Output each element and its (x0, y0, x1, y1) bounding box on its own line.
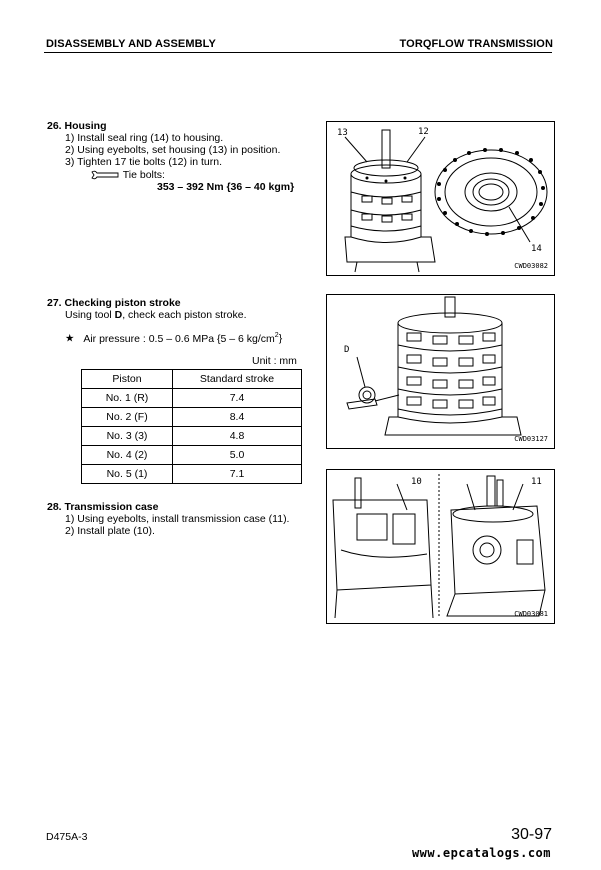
section-28-step-1: 1) Using eyebolts, install transmission case (11). (65, 513, 290, 525)
table-unit: Unit : mm (252, 355, 297, 367)
section-26-step-1: 1) Install seal ring (14) to housing. (65, 132, 224, 144)
watermark-link[interactable]: www.epcatalogs.com (411, 846, 551, 860)
callout-13: 13 (337, 128, 348, 138)
header-standard-stroke: Standard stroke (173, 370, 302, 389)
air-pressure-sup: 2 (274, 332, 279, 339)
footer-model: D475A-3 (46, 831, 88, 843)
air-pressure-text: Air pressure : 0.5 – 0.6 MPa {5 – 6 kg/cm (83, 332, 275, 345)
air-pressure-line (65, 332, 282, 345)
piston-stroke-illustration (327, 295, 554, 448)
table-row (82, 427, 302, 446)
callout-10: 10 (411, 477, 422, 487)
figure-code: CWD03082 (514, 262, 548, 270)
page-number: 30-97 (511, 826, 552, 843)
table-header-row (82, 370, 302, 389)
figure-code: CWD03081 (514, 610, 548, 618)
figure-transmission-case (326, 469, 555, 624)
air-pressure-end: } (278, 332, 283, 345)
piston-cell: No. 3 (3) (82, 427, 173, 446)
header-piston: Piston (82, 370, 173, 389)
wrench-icon (90, 170, 120, 180)
table-row (82, 389, 302, 408)
figure-housing (326, 121, 555, 276)
piston-cell: No. 4 (2) (82, 446, 173, 465)
tie-bolts-torque: 353 – 392 Nm {36 – 40 kgm} (157, 181, 295, 193)
callout-14: 14 (531, 244, 542, 254)
figure-code: CWD03127 (514, 435, 548, 443)
header-chapter-title: TORQFLOW TRANSMISSION (399, 38, 553, 50)
callout-11: 11 (531, 477, 542, 487)
figure-piston-stroke (326, 294, 555, 449)
section-26-title: 26. Housing (47, 120, 107, 132)
star-icon: ★ (65, 332, 75, 345)
header-section-title: DISASSEMBLY AND ASSEMBLY (46, 38, 216, 50)
stroke-cell: 7.1 (173, 465, 302, 484)
housing-illustration (327, 122, 554, 275)
stroke-cell: 5.0 (173, 446, 302, 465)
section-28-title: 28. Transmission case (47, 501, 159, 513)
transmission-case-illustration (327, 470, 554, 623)
tie-bolts-line (90, 169, 165, 181)
callout-12: 12 (418, 127, 429, 137)
section-26-step-3: 3) Tighten 17 tie bolts (12) in turn. (65, 156, 223, 168)
piston-stroke-table (81, 369, 302, 484)
section-26-step-2: 2) Using eyebolts, set housing (13) in position. (65, 144, 281, 156)
stroke-cell: 7.4 (173, 389, 302, 408)
table-row (82, 465, 302, 484)
stroke-cell: 8.4 (173, 408, 302, 427)
piston-cell: No. 2 (F) (82, 408, 173, 427)
intro-text-post: , check each piston stroke. (122, 309, 247, 321)
header-divider (44, 52, 552, 53)
intro-text-pre: Using tool (65, 309, 115, 321)
section-27-intro (65, 309, 247, 321)
tie-bolts-label: Tie bolts: (122, 169, 165, 181)
piston-cell: No. 1 (R) (82, 389, 173, 408)
section-27-title: 27. Checking piston stroke (47, 297, 181, 309)
intro-tool: D (114, 309, 123, 321)
stroke-cell: 4.8 (173, 427, 302, 446)
table-row (82, 408, 302, 427)
table-row (82, 446, 302, 465)
section-28-step-2: 2) Install plate (10). (65, 525, 155, 537)
callout-d: D (344, 345, 350, 355)
piston-cell: No. 5 (1) (82, 465, 173, 484)
